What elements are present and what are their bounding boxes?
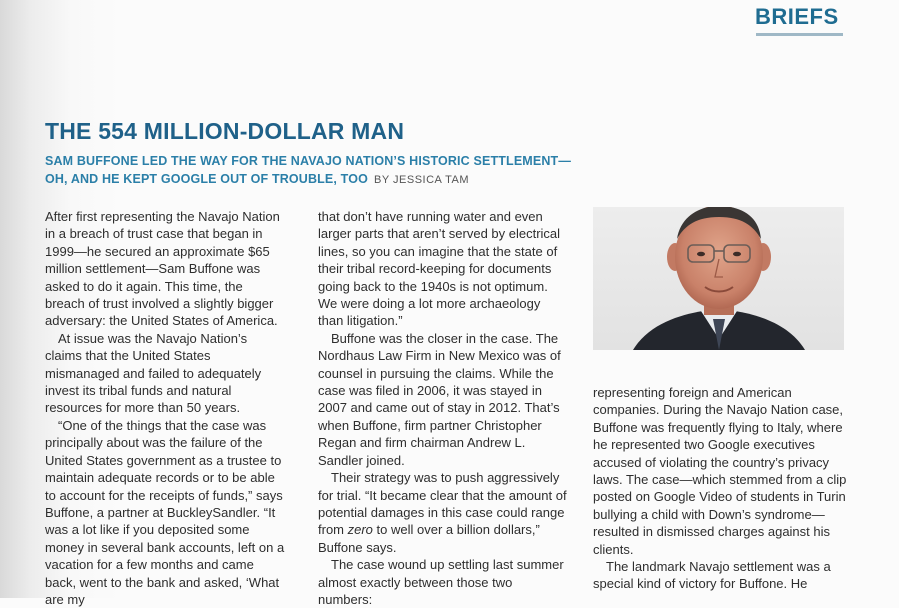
byline: BY JESSICA TAM	[373, 174, 470, 186]
body-column-3	[593, 384, 848, 593]
portrait-photo	[593, 207, 844, 350]
deck-line-1: SAM BUFFONE LED THE WAY FOR THE NAVAJO NATION’S HISTORIC SETTLEMENT—	[45, 154, 571, 168]
deck	[45, 152, 605, 189]
paragraph: Buffone was the closer in the case. The Nordhaus Law Firm in New Mexico was of counsel in pursuing the claims. While the case was filed in 2006, it was stayed in 2007 and came out of stay in 2012. That’s when Buffone, firm partner Christopher Regan and firm chairman Andrew L. Sandler joined.	[318, 330, 561, 468]
deck-line-2-text: OH, AND HE KEPT GOOGLE OUT OF TROUBLE, TOO	[45, 172, 368, 186]
paragraph-text: Their strategy was to push aggressively for trial. “It became clear that the amount of potential damages in this case could range from	[318, 470, 567, 538]
paragraph: After first representing the Navajo Nation in a breach of trust case that began in 1999—he secured an approximate $65 million settlement—Sam Buffone was asked to do it again. This time, the breach of trust involved a slightly bigger adversary: the United States of America.	[45, 209, 280, 329]
emphasis-zero: zero	[347, 522, 373, 538]
paragraph: that don’t have running water and even larger parts that aren’t served by electrical lines, so you can imagine that the state of their tribal record-keeping for documents going back to the 1940s is not optimum. We were doing a lot more archaeology than litigation.”	[318, 209, 561, 329]
body-column-1	[45, 208, 285, 608]
paragraph	[318, 469, 568, 556]
paragraph: “One of the things that the case was principally about was the failure of the United States government as a trustee to maintain adequate records or to be able to account for the receipts of funds,” says Buffone, a partner at BuckleySandler. “It was a lot like if you deposited some money in several bank accounts, left on a vacation for a few months and came back, went to the bank and asked, ‘What are my	[45, 417, 285, 607]
paragraph: At issue was the Navajo Nation’s claims that the United States mismanaged and failed to adequately invest its tribal funds and natural resources for more than 50 years.	[45, 330, 262, 416]
body-column-2	[318, 208, 568, 608]
headline: THE 554 MILLION-DOLLAR MAN	[45, 118, 405, 144]
paragraph-text: to well over a billion dollars,” Buffone says.	[318, 522, 540, 555]
section-tag: BRIEFS	[755, 4, 839, 29]
paragraph: The landmark Navajo settlement was a special kind of victory for Buffone. He	[593, 559, 831, 592]
section-rule	[756, 33, 843, 36]
portrait-illustration	[593, 207, 844, 350]
paragraph: The case wound up settling last summer almost exactly between those two numbers:	[318, 557, 564, 607]
paragraph: representing foreign and American companies. During the Navajo Nation case, Buffone was frequently flying to Italy, where he represented two Google executives accused of violating the country’s privacy laws. The case—which stemmed from a clip posted on Google Video of students in Turin bullying a child with Down’s syndrome—resulted in dismissed charges against his clients.	[593, 385, 847, 557]
deck-line-2	[45, 170, 605, 189]
